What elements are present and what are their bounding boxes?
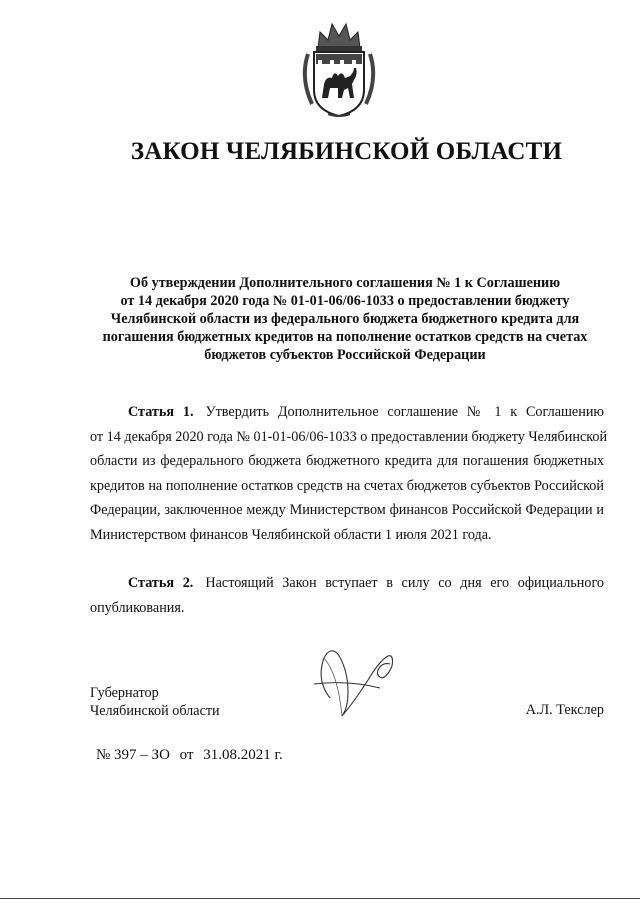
article-2-text: Настоящий Закон вступает в силу со дня его официального [205,575,605,591]
subject-line: Об утверждении Дополнительного соглашения № 1 к Соглашению [129,275,561,291]
article-line: кредитов на пополнение остатков средств на счетах бюджетов субъектов Российской [90,477,604,494]
article-1-text: Утвердить Дополнительное соглашение № 1 к Соглашению [205,404,605,420]
signatory-title [90,684,220,720]
article-line [90,400,604,425]
subject-line: Челябинской области из федерального бюджета бюджетного кредита для [110,311,580,327]
article-line: Федерации, заключенное между Министерством финансов Российской Федерации и [90,502,604,518]
article-line: области из федерального бюджета бюджетного кредита для погашения бюджетных [90,453,604,469]
signatory-title-line: Губернатор [90,685,159,701]
subject-line: погашения бюджетных кредитов на пополнение остатков средств на счетах [102,329,588,345]
subject-line: от 14 декабря 2020 года № 01-01-06/06-1033 о предоставлении бюджету [120,293,570,309]
article-line: Министерством финансов Челябинской области 1 июля 2021 года. [90,526,492,543]
signatory-title-line: Челябинской области [90,703,220,719]
article-1-label: Статья 1. [128,404,194,420]
subject-line: бюджетов субъектов Российской Федерации [204,347,486,363]
registration-number: № 397 – ЗО [96,747,170,763]
article-1 [90,400,608,547]
handwritten-signature-icon [308,640,398,730]
registration-line [96,747,283,764]
article-line: от 14 декабря 2020 года № 01-01-06/06-1033 о предоставлении бюджету Челябинской [90,428,608,445]
law-title: ЗАКОН ЧЕЛЯБИНСКОЙ ОБЛАСТИ [130,138,563,165]
registration-date: 31.08.2021 г. [203,747,283,763]
article-line [90,571,604,596]
registration-from: от [179,747,194,763]
coat-of-arms-icon [298,18,380,118]
scan-edge-divider [0,898,640,899]
signatory-name: А.Л. Текслер [525,702,604,718]
article-2-label: Статья 2. [128,575,194,591]
article-line: опубликования. [90,599,185,616]
article-2 [90,571,604,620]
law-subject [90,274,600,364]
